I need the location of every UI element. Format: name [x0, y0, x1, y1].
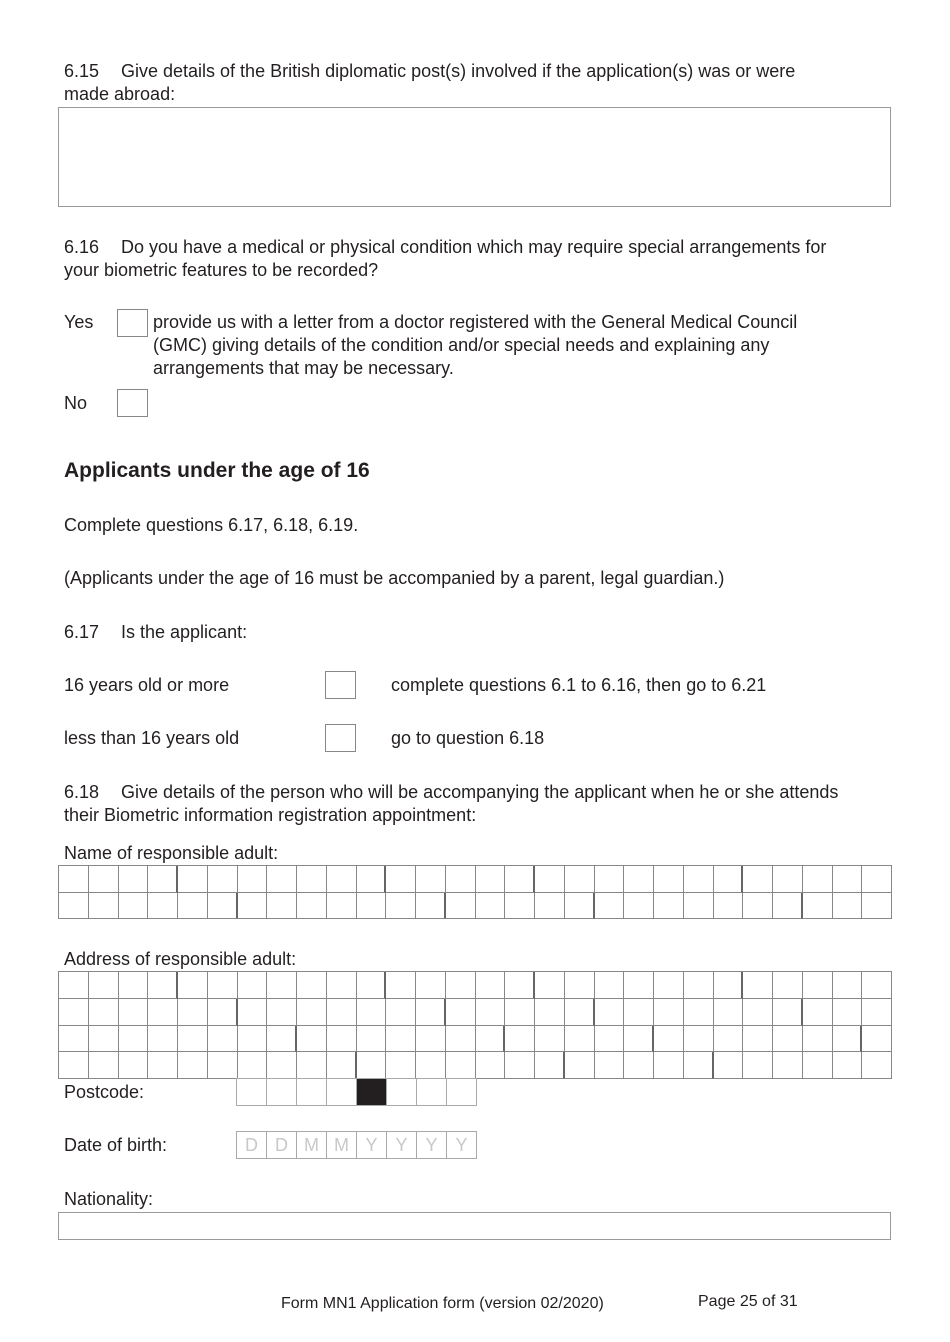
- address-cell[interactable]: [535, 1052, 565, 1079]
- address-cell[interactable]: [565, 1052, 595, 1079]
- question-number: 6.15: [64, 61, 100, 81]
- address-cell[interactable]: [476, 972, 506, 999]
- address-cell[interactable]: [357, 1052, 387, 1079]
- address-cell[interactable]: [208, 1052, 238, 1079]
- address-cell[interactable]: [505, 972, 535, 999]
- address-cell[interactable]: [624, 999, 654, 1026]
- address-cell[interactable]: [148, 972, 178, 999]
- address-cell[interactable]: [416, 999, 446, 1026]
- name-cell[interactable]: [595, 866, 625, 893]
- diplomatic-post-textbox[interactable]: [58, 107, 891, 207]
- address-cell[interactable]: [119, 999, 149, 1026]
- address-cell[interactable]: [743, 999, 773, 1026]
- address-cell[interactable]: [238, 972, 268, 999]
- address-cell[interactable]: [624, 972, 654, 999]
- nationality-input[interactable]: [58, 1212, 891, 1240]
- name-cell[interactable]: [505, 893, 535, 920]
- name-cell[interactable]: [386, 866, 416, 893]
- footer-page-number: Page 25 of 31: [698, 1293, 798, 1310]
- address-cell[interactable]: [654, 1026, 684, 1053]
- option-label-under-16: less than 16 years old: [64, 728, 240, 748]
- address-cell[interactable]: [386, 972, 416, 999]
- address-cell[interactable]: [178, 972, 208, 999]
- dob-cell[interactable]: Y: [357, 1132, 387, 1159]
- name-cell[interactable]: [714, 866, 744, 893]
- name-cell[interactable]: [89, 866, 119, 893]
- name-cell[interactable]: [59, 866, 89, 893]
- address-cell[interactable]: [386, 999, 416, 1026]
- name-cell[interactable]: [862, 866, 892, 893]
- name-cell[interactable]: [327, 893, 357, 920]
- name-cell[interactable]: [148, 866, 178, 893]
- question-text-cont: their Biometric information registration appointment:: [64, 805, 477, 825]
- dob-cell[interactable]: M: [327, 1132, 357, 1159]
- name-cell[interactable]: [505, 866, 535, 893]
- no-checkbox[interactable]: [117, 389, 148, 417]
- address-cell[interactable]: [297, 1026, 327, 1053]
- postcode-separator-cell: [357, 1079, 387, 1106]
- address-cell[interactable]: [357, 999, 387, 1026]
- address-cell[interactable]: [595, 999, 625, 1026]
- address-cell[interactable]: [535, 1026, 565, 1053]
- postcode-cell[interactable]: [387, 1079, 417, 1106]
- address-cell[interactable]: [773, 972, 803, 999]
- address-cell[interactable]: [565, 972, 595, 999]
- address-cell[interactable]: [208, 999, 238, 1026]
- name-cell[interactable]: [773, 866, 803, 893]
- address-cell[interactable]: [803, 1026, 833, 1053]
- address-cell[interactable]: [119, 972, 149, 999]
- address-cell[interactable]: [386, 1052, 416, 1079]
- address-cell[interactable]: [803, 972, 833, 999]
- address-cell[interactable]: [327, 972, 357, 999]
- postcode-cell[interactable]: [267, 1079, 297, 1106]
- name-cell[interactable]: [238, 893, 268, 920]
- name-cell[interactable]: [297, 893, 327, 920]
- address-cell[interactable]: [743, 972, 773, 999]
- dob-cell[interactable]: M: [297, 1132, 327, 1159]
- address-cell[interactable]: [416, 972, 446, 999]
- name-cell[interactable]: [862, 893, 892, 920]
- address-cell[interactable]: [386, 1026, 416, 1053]
- instruction-line: arrangements that may be necessary.: [153, 358, 454, 378]
- address-cell[interactable]: [476, 1026, 506, 1053]
- address-cell[interactable]: [178, 999, 208, 1026]
- address-cell[interactable]: [59, 972, 89, 999]
- address-cell[interactable]: [476, 999, 506, 1026]
- question-text: Give details of the person who will be accompanying the applicant when he or she attends: [121, 782, 839, 802]
- dob-label: Date of birth:: [64, 1135, 168, 1155]
- address-cell[interactable]: [476, 1052, 506, 1079]
- postcode-input[interactable]: [236, 1078, 477, 1106]
- address-cell[interactable]: [446, 972, 476, 999]
- address-cell[interactable]: [148, 999, 178, 1026]
- address-cell[interactable]: [178, 1052, 208, 1079]
- name-cell[interactable]: [535, 866, 565, 893]
- address-cell[interactable]: [119, 1052, 149, 1079]
- question-text-cont: made abroad:: [64, 84, 176, 104]
- dob-cell[interactable]: Y: [447, 1132, 477, 1159]
- address-cell[interactable]: [267, 972, 297, 999]
- address-cell[interactable]: [743, 1026, 773, 1053]
- address-cell[interactable]: [714, 1052, 744, 1079]
- address-cell[interactable]: [297, 972, 327, 999]
- question-6-18: [64, 781, 914, 827]
- name-cell[interactable]: [654, 866, 684, 893]
- question-6-15: [64, 60, 904, 106]
- address-cell[interactable]: [89, 999, 119, 1026]
- name-cell[interactable]: [89, 893, 119, 920]
- address-cell[interactable]: [535, 999, 565, 1026]
- option-instruction: go to question 6.18: [391, 728, 545, 748]
- intro-note: (Applicants under the age of 16 must be accompanied by a parent, legal guardian.): [64, 568, 725, 588]
- name-cell[interactable]: [476, 893, 506, 920]
- name-cell[interactable]: [267, 893, 297, 920]
- name-cell[interactable]: [743, 893, 773, 920]
- address-cell[interactable]: [327, 1026, 357, 1053]
- address-cell[interactable]: [714, 972, 744, 999]
- name-cell[interactable]: [208, 866, 238, 893]
- address-cell[interactable]: [208, 1026, 238, 1053]
- dob-cell[interactable]: Y: [387, 1132, 417, 1159]
- address-cell[interactable]: [59, 999, 89, 1026]
- name-cell[interactable]: [148, 893, 178, 920]
- address-cell[interactable]: [416, 1052, 446, 1079]
- checkbox-under-16[interactable]: [325, 724, 356, 752]
- address-cell[interactable]: [267, 999, 297, 1026]
- address-cell[interactable]: [714, 999, 744, 1026]
- address-cell[interactable]: [654, 972, 684, 999]
- address-cell[interactable]: [862, 972, 892, 999]
- address-cell[interactable]: [297, 1052, 327, 1079]
- name-cell[interactable]: [595, 893, 625, 920]
- address-cell[interactable]: [178, 1026, 208, 1053]
- address-cell[interactable]: [773, 999, 803, 1026]
- address-cell[interactable]: [624, 1026, 654, 1053]
- yes-checkbox[interactable]: [117, 309, 148, 337]
- question-text: Is the applicant:: [121, 622, 248, 642]
- instruction-line: (GMC) giving details of the condition and/or special needs and explaining any: [153, 335, 770, 355]
- name-cell[interactable]: [624, 893, 654, 920]
- address-cell[interactable]: [59, 1026, 89, 1053]
- nationality-label: Nationality:: [64, 1189, 154, 1209]
- name-cell[interactable]: [119, 893, 149, 920]
- address-cell[interactable]: [684, 1026, 714, 1053]
- name-cell[interactable]: [59, 893, 89, 920]
- address-cell[interactable]: [595, 1052, 625, 1079]
- postcode-cell[interactable]: [447, 1079, 477, 1106]
- name-cell[interactable]: [803, 866, 833, 893]
- address-cell[interactable]: [595, 972, 625, 999]
- name-cell[interactable]: [833, 893, 863, 920]
- address-cell[interactable]: [119, 1026, 149, 1053]
- dob-cell[interactable]: Y: [417, 1132, 447, 1159]
- name-cell[interactable]: [565, 866, 595, 893]
- option-label-16-or-more: 16 years old or more: [64, 675, 230, 695]
- address-cell[interactable]: [446, 1026, 476, 1053]
- name-cell[interactable]: [803, 893, 833, 920]
- address-cell[interactable]: [89, 972, 119, 999]
- yes-label: Yes: [64, 312, 94, 332]
- address-cell[interactable]: [267, 1052, 297, 1079]
- address-cell[interactable]: [267, 1026, 297, 1053]
- name-cell[interactable]: [416, 866, 446, 893]
- address-cell[interactable]: [208, 972, 238, 999]
- question-number: 6.17: [64, 622, 100, 642]
- name-cell[interactable]: [535, 893, 565, 920]
- address-cell[interactable]: [565, 1026, 595, 1053]
- address-cell[interactable]: [416, 1026, 446, 1053]
- date-of-birth-input[interactable]: [236, 1131, 477, 1159]
- address-cell[interactable]: [89, 1026, 119, 1053]
- name-cell[interactable]: [297, 866, 327, 893]
- dob-cell[interactable]: D: [237, 1132, 267, 1159]
- address-cell[interactable]: [803, 1052, 833, 1079]
- address-label: Address of responsible adult:: [64, 949, 297, 969]
- name-cell[interactable]: [357, 866, 387, 893]
- address-cell[interactable]: [446, 1052, 476, 1079]
- postcode-cell[interactable]: [297, 1079, 327, 1106]
- name-cell[interactable]: [416, 893, 446, 920]
- name-label: Name of responsible adult:: [64, 843, 279, 863]
- intro-complete: Complete questions 6.17, 6.18, 6.19.: [64, 515, 359, 535]
- address-cell[interactable]: [357, 1026, 387, 1053]
- name-cell[interactable]: [476, 866, 506, 893]
- dob-cell[interactable]: D: [267, 1132, 297, 1159]
- name-cell[interactable]: [684, 866, 714, 893]
- name-cell[interactable]: [624, 866, 654, 893]
- postcode-label: Postcode:: [64, 1082, 145, 1102]
- name-cell[interactable]: [684, 893, 714, 920]
- address-cell[interactable]: [148, 1026, 178, 1053]
- name-cell[interactable]: [565, 893, 595, 920]
- name-cell[interactable]: [327, 866, 357, 893]
- postcode-cell[interactable]: [237, 1079, 267, 1106]
- address-cell[interactable]: [238, 1026, 268, 1053]
- name-cell[interactable]: [208, 893, 238, 920]
- address-cell[interactable]: [862, 1052, 892, 1079]
- name-cell[interactable]: [178, 866, 208, 893]
- name-cell[interactable]: [446, 866, 476, 893]
- address-cell[interactable]: [59, 1052, 89, 1079]
- name-cell[interactable]: [386, 893, 416, 920]
- address-cell[interactable]: [803, 999, 833, 1026]
- address-cell[interactable]: [535, 972, 565, 999]
- no-label: No: [64, 393, 88, 413]
- address-cell[interactable]: [684, 999, 714, 1026]
- name-cell[interactable]: [714, 893, 744, 920]
- name-cell[interactable]: [833, 866, 863, 893]
- name-of-responsible-adult-grid[interactable]: [58, 865, 892, 919]
- checkbox-16-or-more[interactable]: [325, 671, 356, 699]
- address-cell[interactable]: [148, 1052, 178, 1079]
- address-cell[interactable]: [327, 999, 357, 1026]
- address-cell[interactable]: [833, 999, 863, 1026]
- instruction-line: provide us with a letter from a doctor registered with the General Medical Council: [153, 312, 798, 332]
- question-6-16: [64, 236, 904, 282]
- name-cell[interactable]: [654, 893, 684, 920]
- name-cell[interactable]: [178, 893, 208, 920]
- address-cell[interactable]: [743, 1052, 773, 1079]
- address-cell[interactable]: [505, 1052, 535, 1079]
- footer-form-name: Form MN1 Application form (version 02/2020): [281, 1295, 604, 1312]
- name-cell[interactable]: [743, 866, 773, 893]
- address-cell[interactable]: [684, 1052, 714, 1079]
- postcode-cell[interactable]: [417, 1079, 447, 1106]
- address-cell[interactable]: [773, 1052, 803, 1079]
- address-cell[interactable]: [89, 1052, 119, 1079]
- address-cell[interactable]: [357, 972, 387, 999]
- address-cell[interactable]: [862, 1026, 892, 1053]
- option-instruction: complete questions 6.1 to 6.16, then go to 6.21: [391, 675, 767, 695]
- yes-instruction: [153, 311, 893, 380]
- question-number: 6.18: [64, 782, 100, 802]
- address-cell[interactable]: [238, 999, 268, 1026]
- question-number: 6.16: [64, 237, 100, 257]
- address-cell[interactable]: [833, 972, 863, 999]
- address-cell[interactable]: [654, 1052, 684, 1079]
- address-cell[interactable]: [238, 1052, 268, 1079]
- address-cell[interactable]: [624, 1052, 654, 1079]
- address-cell[interactable]: [327, 1052, 357, 1079]
- address-cell[interactable]: [833, 1026, 863, 1053]
- address-cell[interactable]: [654, 999, 684, 1026]
- address-cell[interactable]: [505, 999, 535, 1026]
- address-of-responsible-adult-grid[interactable]: [58, 971, 892, 1079]
- address-cell[interactable]: [862, 999, 892, 1026]
- address-cell[interactable]: [833, 1052, 863, 1079]
- name-cell[interactable]: [267, 866, 297, 893]
- address-cell[interactable]: [565, 999, 595, 1026]
- address-cell[interactable]: [714, 1026, 744, 1053]
- postcode-cell[interactable]: [327, 1079, 357, 1106]
- address-cell[interactable]: [505, 1026, 535, 1053]
- name-cell[interactable]: [238, 866, 268, 893]
- address-cell[interactable]: [595, 1026, 625, 1053]
- address-cell[interactable]: [684, 972, 714, 999]
- name-cell[interactable]: [357, 893, 387, 920]
- name-cell[interactable]: [119, 866, 149, 893]
- address-cell[interactable]: [446, 999, 476, 1026]
- question-text: Do you have a medical or physical condition which may require special arrangements for: [121, 237, 827, 257]
- question-6-17: [64, 621, 247, 644]
- section-heading: Applicants under the age of 16: [64, 459, 370, 482]
- address-cell[interactable]: [773, 1026, 803, 1053]
- question-text-cont: your biometric features to be recorded?: [64, 260, 379, 280]
- address-cell[interactable]: [297, 999, 327, 1026]
- name-cell[interactable]: [446, 893, 476, 920]
- question-text: Give details of the British diplomatic post(s) involved if the application(s) was or were: [121, 61, 796, 81]
- name-cell[interactable]: [773, 893, 803, 920]
